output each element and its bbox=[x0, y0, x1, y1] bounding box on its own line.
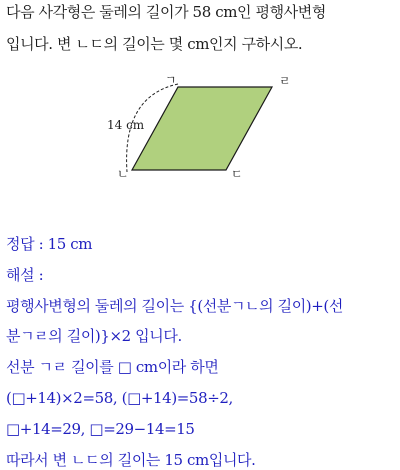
vertex-label-top-right: ㄹ bbox=[279, 74, 291, 88]
explanation-label: 해설 bbox=[6, 266, 35, 284]
parallelogram bbox=[132, 87, 272, 170]
parallelogram-figure bbox=[0, 0, 400, 200]
explanation-separator: : bbox=[38, 266, 44, 284]
explanation-line-4: (□+14)×2=58, (□+14)=58÷2, bbox=[6, 389, 233, 407]
explanation-header bbox=[6, 265, 43, 285]
vertex-label-top-left: ㄱ bbox=[165, 73, 177, 87]
explanation-line-2: 분ㄱㄹ의 길이)}×2 입니다. bbox=[6, 327, 182, 345]
explanation-line-6: 따라서 변 ㄴㄷ의 길이는 15 cm입니다. bbox=[6, 451, 256, 469]
side-length-label: 14 cm bbox=[107, 118, 145, 132]
answer-separator: : bbox=[38, 235, 44, 253]
answer-value: 15 cm bbox=[47, 235, 93, 253]
vertex-label-bottom-left: ㄴ bbox=[117, 167, 129, 181]
question-line-2: 입니다. 변 ㄴㄷ의 길이는 몇 cm인지 구하시오. bbox=[6, 35, 303, 53]
explanation-line-5: □+14=29, □=29−14=15 bbox=[6, 420, 195, 438]
answer-label: 정답 bbox=[6, 235, 35, 253]
explanation-line-1: 평행사변형의 둘레의 길이는 {(선분ㄱㄴ의 길이)+(선 bbox=[6, 297, 343, 315]
question-line-1: 다음 사각형은 둘레의 길이가 58 cm인 평행사변형 bbox=[6, 3, 326, 21]
vertex-label-bottom-right: ㄷ bbox=[231, 167, 243, 181]
explanation-line-3: 선분 ㄱㄹ 길이를 □ cm이라 하면 bbox=[6, 358, 219, 376]
answer-row bbox=[6, 234, 92, 254]
